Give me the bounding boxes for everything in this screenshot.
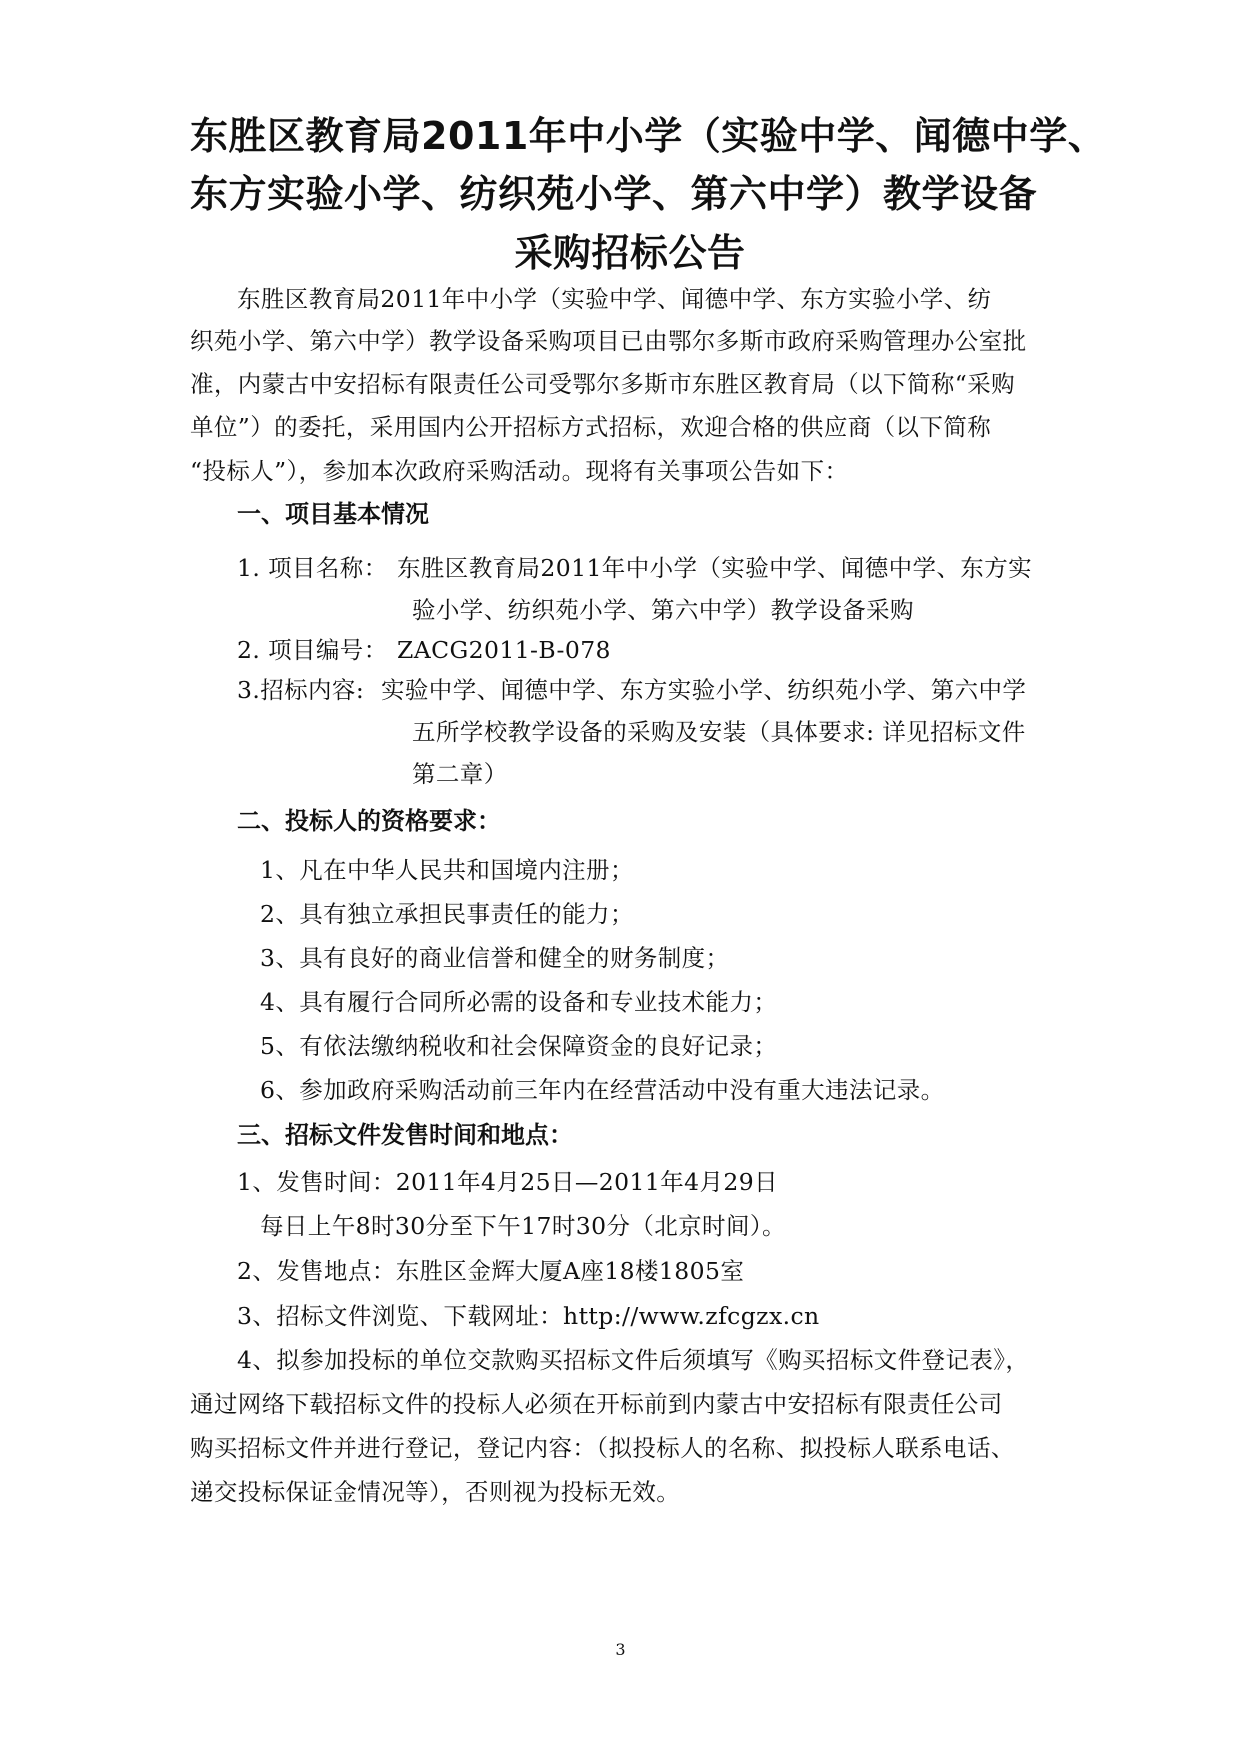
item3-label: 3.招标内容: — [237, 676, 365, 704]
qualification-2: 2、具有独立承担民事责任的能力； — [260, 900, 634, 928]
item3-line-3: 第二章） — [412, 760, 508, 788]
download-url: 3、招标文件浏览、下载网址：http://www.zfcgzx.cn — [237, 1302, 820, 1330]
section2-heading: 二、投标人的资格要求： — [237, 807, 501, 835]
note-line-4: 递交投标保证金情况等），否则视为投标无效。 — [190, 1478, 681, 1506]
sale-place: 2、发售地点：东胜区金辉大厦A座18楼1805室 — [237, 1257, 745, 1285]
item3-line-1: 实验中学、闻德中学、东方实验小学、纺织苑小学、第六中学 — [381, 676, 1027, 704]
section1-heading: 一、项目基本情况 — [237, 500, 429, 528]
qualification-1: 1、凡在中华人民共和国境内注册； — [260, 856, 634, 884]
sale-time: 1、发售时间：2011年4月25日—2011年4月29日 — [237, 1168, 778, 1196]
intro-line-1: 东胜区教育局2011年中小学（实验中学、闻德中学、东方实验小学、纺 — [237, 285, 992, 313]
intro-line-4: 单位”）的委托，采用国内公开招标方式招标，欢迎合格的供应商（以下简称 — [190, 413, 992, 441]
intro-line-2: 织苑小学、第六中学）教学设备采购项目已由鄂尔多斯市政府采购管理办公室批 — [190, 327, 1027, 355]
item3-line-2: 五所学校教学设备的采购及安装（具体要求: 详见招标文件 — [412, 718, 1026, 746]
item1-line-2: 验小学、纺织苑小学、第六中学）教学设备采购 — [412, 596, 914, 624]
note-line-2: 通过网络下载招标文件的投标人必须在开标前到内蒙古中安招标有限责任公司 — [190, 1390, 1003, 1418]
qualification-4: 4、具有履行合同所必需的设备和专业技术能力； — [260, 988, 778, 1016]
item2-value: ZACG2011-B-078 — [397, 636, 611, 664]
intro-line-5: “投标人”），参加本次政府采购活动。现将有关事项公告如下： — [190, 457, 849, 485]
title-line-2: 东方实验小学、纺织苑小学、第六中学）教学设备 — [190, 172, 1038, 216]
intro-line-3: 准，内蒙古中安招标有限责任公司受鄂尔多斯市东胜区教育局（以下简称“采购 — [190, 370, 1016, 398]
sale-time-detail: 每日上午8时30分至下午17时30分（北京时间）。 — [260, 1212, 786, 1240]
item1-line-1: 东胜区教育局2011年中小学（实验中学、闻德中学、东方实 — [397, 554, 1033, 582]
section3-heading: 三、招标文件发售时间和地点： — [237, 1121, 573, 1149]
note-line-1: 4、拟参加投标的单位交款购买招标文件后须填写《购买招标文件登记表》， — [237, 1346, 1030, 1374]
note-line-3: 购买招标文件并进行登记，登记内容：（拟投标人的名称、拟投标人联系电话、 — [190, 1434, 1015, 1462]
qualification-5: 5、有依法缴纳税收和社会保障资金的良好记录； — [260, 1032, 778, 1060]
page-number: 3 — [615, 1640, 626, 1659]
qualification-6: 6、参加政府采购活动前三年内在经营活动中没有重大违法记录。 — [260, 1076, 945, 1104]
qualification-3: 3、具有良好的商业信誉和健全的财务制度； — [260, 944, 730, 972]
title-line-1: 东胜区教育局2011年中小学（实验中学、闻德中学、 — [190, 114, 1107, 158]
item2-label: 2. 项目编号： — [237, 636, 388, 664]
title-line-3: 采购招标公告 — [514, 231, 746, 275]
item1-label: 1. 项目名称： — [237, 554, 388, 582]
